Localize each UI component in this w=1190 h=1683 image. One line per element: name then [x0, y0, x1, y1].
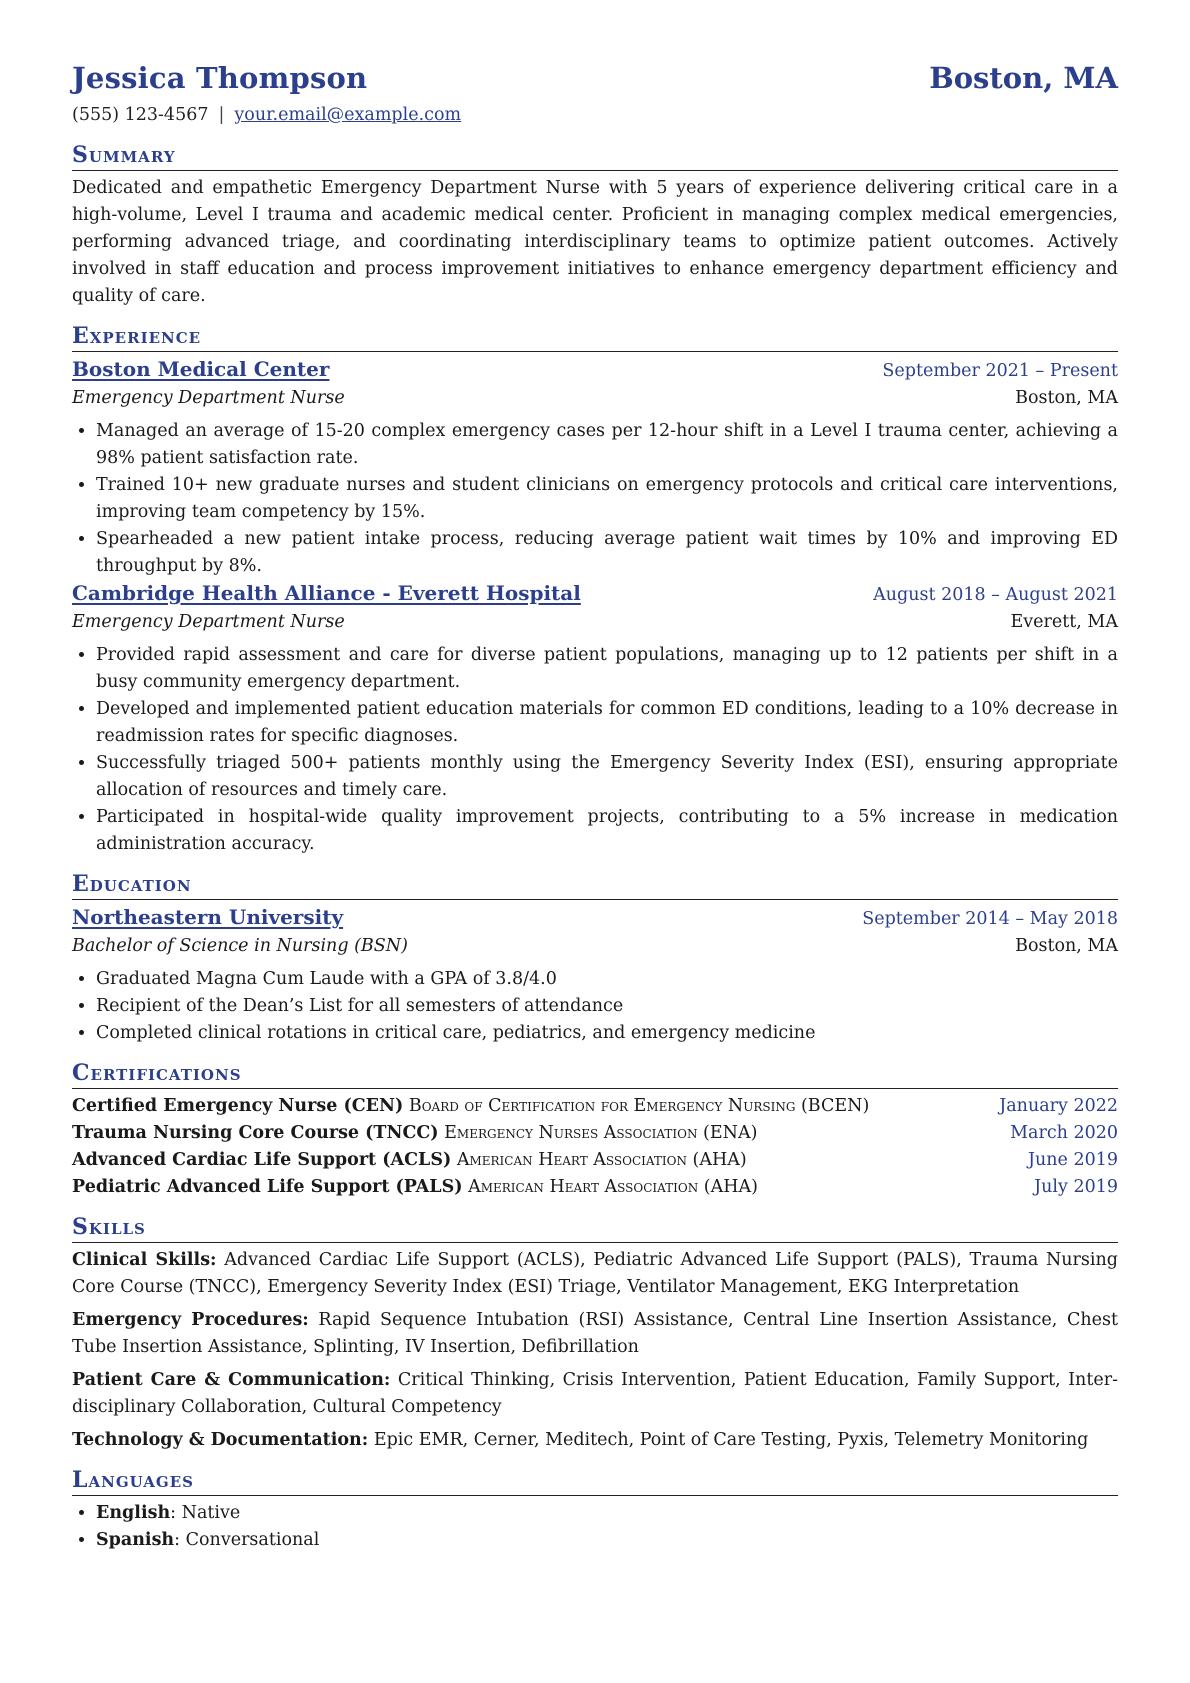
employer-link[interactable]: Cambridge Health Alliance - Everett Hospital: [72, 581, 581, 605]
certification-name: Pediatric Advanced Life Support (PALS): [72, 1177, 463, 1197]
list-item: • Spearheaded a new patient intake process, reducing average patient wait times by 10% and improving ED throughput by 8%.: [96, 526, 1118, 580]
language-name: Spanish: [96, 1530, 175, 1550]
candidate-name: Jessica Thompson: [72, 61, 368, 95]
list-item: [96, 1500, 1118, 1527]
job-role: Emergency Department Nurse: [72, 612, 345, 632]
language-name: English: [96, 1503, 171, 1523]
certification-name: Trauma Nursing Core Course (TNCC): [72, 1123, 439, 1143]
contact-line: [72, 102, 1118, 129]
section-title-certifications: Certifications: [72, 1059, 1118, 1089]
certification-row: [72, 1147, 1118, 1174]
employer-link[interactable]: Boston Medical Center: [72, 357, 330, 381]
skill-label: Technology & Documentation:: [72, 1430, 369, 1450]
skill-label: Clinical Skills:: [72, 1250, 217, 1270]
education-location: Boston, MA: [1015, 936, 1118, 956]
summary-text: Dedicated and empathetic Emergency Department Nurse with 5 years of experience delivering critical care in a high-volume, Level I trauma and academic medical center. Proficient in managing complex medical emergencies, performing advanced triage, and coordinating interdisciplinary teams to optimize patient outcomes. Actively involved in staff education and process improvement initiatives to enhance emergency department efficiency and quality of care.: [72, 178, 1118, 306]
section-title-experience: Experience: [72, 322, 1118, 352]
list-item: • Completed clinical rotations in critical care, pediatrics, and emergency medicine: [96, 1020, 1118, 1047]
list-item: • Developed and implemented patient education materials for common ED conditions, leading to a 10% decrease in readmission rates for specific diagnoses.: [96, 696, 1118, 750]
education-dates: September 2014 – May 2018: [862, 909, 1118, 929]
list-item: • Recipient of the Dean’s List for all semesters of attendance: [96, 993, 1118, 1020]
language-level: : Conversational: [174, 1530, 320, 1550]
skill-group: [72, 1427, 1118, 1454]
list-item: • Provided rapid assessment and care for diverse patient populations, managing up to 12 patients per shift in a busy community emergency department.: [96, 642, 1118, 696]
list-item: • Trained 10+ new graduate nurses and student clinicians on emergency protocols and critical care interventions, improving team competency by 15%.: [96, 472, 1118, 526]
skill-text: Epic EMR, Cerner, Meditech, Point of Care Testing, Pyxis, Telemetry Monitoring: [373, 1430, 1089, 1450]
certifications-list: [72, 1093, 1118, 1201]
job-dates: September 2021 – Present: [882, 361, 1118, 381]
certification-name: Advanced Cardiac Life Support (ACLS): [72, 1150, 452, 1170]
certification-date: July 2019: [1034, 1177, 1118, 1197]
skills-list: [72, 1247, 1118, 1454]
phone-number: (555) 123-4567: [72, 105, 209, 125]
languages-list: [72, 1500, 1118, 1554]
certification-name: Certified Emergency Nurse (CEN): [72, 1096, 404, 1116]
skill-group: [72, 1247, 1118, 1301]
skill-text: Critical Thinking, Crisis Intervention, Patient Education, Family Support, Inter-disciplinary Collaboration, Cultural Competency: [72, 1370, 1118, 1417]
job-location: Everett, MA: [1010, 612, 1118, 632]
certification-row: [72, 1093, 1118, 1120]
list-item: • Successfully triaged 500+ patients monthly using the Emergency Severity Index (ESI), ensuring appropriate allocation of resources and timely care.: [96, 750, 1118, 804]
job-entry: [72, 580, 1118, 858]
list-item: • Graduated Magna Cum Laude with a GPA of 3.8/4.0: [96, 966, 1118, 993]
section-title-summary: Summary: [72, 141, 1118, 171]
job-bullets: [72, 418, 1118, 580]
section-title-languages: Languages: [72, 1466, 1118, 1496]
resume-header: [72, 58, 1118, 98]
skill-label: Emergency Procedures:: [72, 1310, 309, 1330]
skill-label: Patient Care & Communication:: [72, 1370, 391, 1390]
list-item: • Managed an average of 15-20 complex emergency cases per 12-hour shift in a Level I trauma center, achieving a 98% patient satisfaction rate.: [96, 418, 1118, 472]
contact-separator: |: [218, 105, 225, 125]
school-link[interactable]: Northeastern University: [72, 905, 344, 929]
job-location: Boston, MA: [1015, 388, 1118, 408]
certification-org: American Heart Association (AHA): [456, 1150, 747, 1170]
header-location: Boston, MA: [929, 61, 1118, 95]
email-link[interactable]: your.email@example.com: [234, 105, 462, 125]
education-bullets: [72, 966, 1118, 1047]
job-dates: August 2018 – August 2021: [873, 585, 1118, 605]
skill-group: [72, 1367, 1118, 1421]
list-item: [96, 1527, 1118, 1554]
skill-group: [72, 1307, 1118, 1361]
certification-date: March 2020: [1010, 1123, 1118, 1143]
list-item: • Participated in hospital-wide quality improvement projects, contributing to a 5% increase in medication administration accuracy.: [96, 804, 1118, 858]
skill-text: Rapid Sequence Intubation (RSI) Assistance, Central Line Insertion Assistance, Chest Tube Insertion Assistance, Splinting, IV Insertion, Defibrillation: [72, 1310, 1118, 1357]
certification-org: American Heart Association (AHA): [468, 1177, 759, 1197]
job-bullets: [72, 642, 1118, 858]
language-level: : Native: [170, 1503, 241, 1523]
certification-org: Board of Certification for Emergency Nursing (BCEN): [408, 1096, 870, 1116]
section-title-education: Education: [72, 870, 1118, 900]
certification-date: January 2022: [999, 1096, 1118, 1116]
certification-org: Emergency Nurses Association (ENA): [444, 1123, 758, 1143]
degree: Bachelor of Science in Nursing (BSN): [72, 936, 408, 956]
education-entry: [72, 904, 1118, 1047]
job-entry: [72, 356, 1118, 580]
certification-date: June 2019: [1027, 1150, 1118, 1170]
certification-row: [72, 1120, 1118, 1147]
section-title-skills: Skills: [72, 1213, 1118, 1243]
certification-row: [72, 1174, 1118, 1201]
job-role: Emergency Department Nurse: [72, 388, 345, 408]
skill-text: Advanced Cardiac Life Support (ACLS), Pediatric Advanced Life Support (PALS), Trauma Nursing Core Course (TNCC), Emergency Severity Index (ESI) Triage, Ventilator Management, EKG Interpretation: [72, 1250, 1118, 1297]
